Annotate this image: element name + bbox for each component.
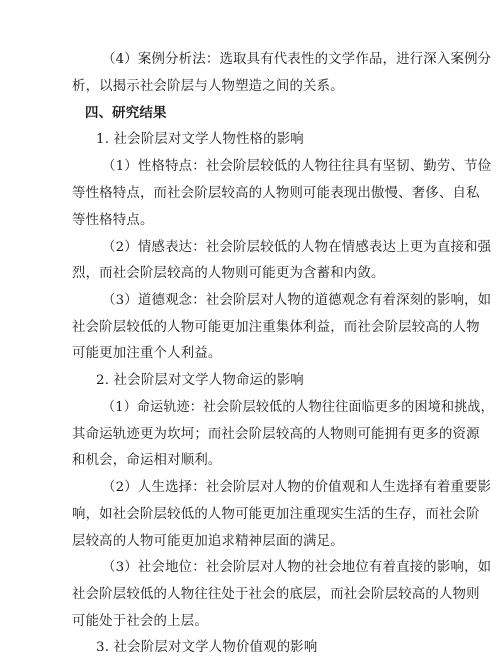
paragraph-line: 其命运轨迹更为坎坷；而社会阶层较高的人物则可能拥有更多的资源 — [72, 427, 480, 442]
paragraph-line: （3）道德观念：社会阶层对人物的道德观念有着深刻的影响，如 — [102, 293, 492, 308]
paragraph-line: （2）情感表达：社会阶层较低的人物在情感表达上更为直接和强 — [102, 240, 492, 255]
paragraph-line: 响，如社会阶层较低的人物可能更加注重现实生活的生存，而社会阶 — [72, 507, 480, 522]
paragraph-line: 社会阶层较低的人物可能更加注重集体利益，而社会阶层较高的人物 — [72, 320, 480, 335]
subsection-heading: 3. 社会阶层对文学人物价值观的影响 — [96, 640, 318, 655]
paragraph-line: 可能处于社会的上层。 — [72, 614, 208, 629]
paragraph-line: 等性格特点，而社会阶层较高的人物则可能表现出傲慢、奢侈、自私 — [72, 186, 480, 201]
subsection-heading: 2. 社会阶层对文学人物命运的影响 — [96, 373, 304, 388]
paragraph-line: （1）命运轨迹：社会阶层较低的人物往往面临更多的困境和挑战， — [102, 400, 494, 415]
paragraph-line: （1）性格特点：社会阶层较低的人物往往具有坚韧、勤劳、节俭 — [102, 159, 492, 174]
paragraph-line: （2）人生选择：社会阶层对人物的价值观和人生选择有着重要影 — [102, 480, 492, 495]
paragraph-line: （4）案例分析法：选取具有代表性的文学作品，进行深入案例分 — [102, 52, 492, 67]
paragraph-line: 层较高的人物可能更加追求精神层面的满足。 — [72, 534, 344, 549]
subsection-heading: 1. 社会阶层对文学人物性格的影响 — [96, 132, 304, 147]
paragraph-line: 析，以揭示社会阶层与人物塑造之间的关系。 — [72, 79, 344, 94]
paragraph-line: （3）社会地位：社会阶层对人物的社会地位有着直接的影响，如 — [102, 560, 492, 575]
paragraph-line: 烈，而社会阶层较高的人物则可能更为含蓄和内敛。 — [72, 266, 385, 281]
paragraph-line: 等性格特点。 — [72, 213, 154, 228]
section-heading: 四、研究结果 — [85, 106, 167, 121]
paragraph-line: 和机会，命运相对顺利。 — [72, 453, 222, 468]
paragraph-line: 社会阶层较低的人物往往处于社会的底层，而社会阶层较高的人物则 — [72, 587, 480, 602]
paragraph-line: 可能更加注重个人利益。 — [72, 346, 222, 361]
